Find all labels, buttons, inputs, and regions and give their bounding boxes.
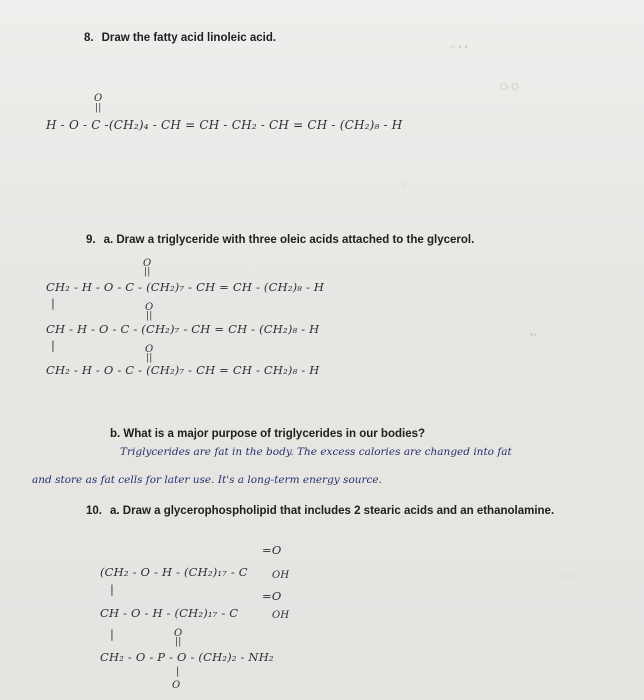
answer-9a-row2: CH - H - O - C - (CH₂)₇ - CH = CH - (CH₂)₈ - H [46, 322, 320, 336]
question-8 [84, 32, 276, 44]
answer-9a-link1: | [51, 296, 56, 310]
answer-10a-row2: CH - O - H - (CH₂)₁₇ - C [100, 606, 239, 620]
answer-9a-row3: CH₂ - H - O - C - (CH₂)₇ - CH = CH - CH₂)₈ - H [46, 363, 320, 377]
answer-10a-row3-oxygen: O [174, 628, 183, 639]
answer-10a-row3-bond: || [175, 637, 182, 647]
answer-8-carbonyl-bond: || [95, 103, 102, 113]
answer-10a-row2-oxygen: =O [262, 589, 282, 603]
answer-9a-link2: | [51, 338, 56, 352]
answer-10a-row1-hydroxyl: OH [272, 570, 290, 581]
answer-9a-row3-oxygen: O [145, 344, 154, 355]
bleed-through-marks: ≈ • • O‑O ○ •• ○‑○ [400, 42, 576, 581]
question-prompt: a. Draw a triglyceride with three oleic acids attached to the glycerol. [103, 234, 475, 246]
answer-9a-row1: CH₂ - H - O - C - (CH₂)₇ - CH = CH - (CH₂)₈ - H [46, 280, 325, 294]
question-9b [110, 428, 425, 440]
question-prompt: a. Draw a glycerophospholipid that includes 2 stearic acids and an ethanolamine. [110, 505, 555, 517]
answer-10a-row1-oxygen: =O [262, 543, 282, 557]
answer-9a-row3-bond: || [146, 353, 153, 363]
answer-9a-row1-oxygen: O [143, 258, 152, 269]
question-9a [86, 234, 474, 246]
question-number: 8. [84, 32, 94, 44]
question-prompt: Draw the fatty acid linoleic acid. [101, 32, 277, 44]
answer-9a-row2-oxygen: O [145, 302, 154, 313]
answer-8-formula: H - O - C -(CH₂)₄ - CH = CH - CH₂ - CH = CH - (CH₂)₈ - H [46, 118, 403, 132]
answer-10a-link2: | [110, 627, 115, 641]
answer-9b-line1: Triglycerides are fat in the body. The excess calories are changed into fat [120, 446, 512, 458]
answer-10a-row3-below-bond: | [176, 666, 180, 677]
answer-10a-link1: | [110, 582, 115, 596]
answer-9a-row1-bond: || [144, 267, 151, 277]
question-prompt: b. What is a major purpose of triglycerides in our bodies? [110, 428, 426, 440]
question-number: 10. [86, 505, 102, 517]
question-number: 9. [86, 234, 96, 246]
answer-9b-line2: and store as fat cells for later use. It's a long-term energy source. [32, 474, 382, 486]
answer-8-carbonyl-oxygen: O [94, 93, 103, 104]
answer-10a-row1: (CH₂ - O - H - (CH₂)₁₇ - C [100, 565, 248, 579]
answer-10a-row2-hydroxyl: OH [272, 610, 290, 621]
answer-10a-row3: CH₂ - O - P - O - (CH₂)₂ - NH₂ [100, 650, 274, 664]
answer-10a-row3-below-oxygen: O [172, 680, 181, 691]
question-10a [86, 505, 554, 517]
answer-9a-row2-bond: || [146, 311, 153, 321]
